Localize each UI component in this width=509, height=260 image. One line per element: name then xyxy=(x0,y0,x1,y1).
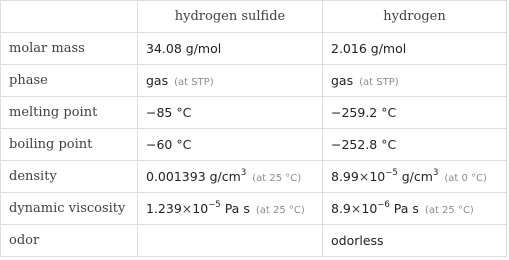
unit-exponent: 3 xyxy=(240,167,247,178)
cell-density-hydrogen xyxy=(323,161,507,193)
row-label-boiling-point: boiling point xyxy=(1,129,138,161)
condition-note: (at 0 °C) xyxy=(444,173,487,184)
cell-value: gas xyxy=(146,73,169,88)
row-label-melting-point: melting point xyxy=(1,97,138,129)
power-exponent: −5 xyxy=(208,199,221,210)
power-exponent: −5 xyxy=(385,167,398,178)
table-row xyxy=(1,161,507,193)
cell-phase-hydrogen-sulfide xyxy=(138,65,323,97)
mantissa: 8.99 xyxy=(331,169,359,184)
table-row xyxy=(1,225,507,257)
power-base: 10 xyxy=(369,169,386,184)
row-label-molar-mass: molar mass xyxy=(1,33,138,65)
times-sign: × xyxy=(181,201,193,216)
cell-phase-hydrogen xyxy=(323,65,507,97)
table-row xyxy=(1,97,507,129)
power-base: 10 xyxy=(361,201,378,216)
condition-note: (at 25 °C) xyxy=(252,173,302,184)
unit-exponent: 3 xyxy=(432,167,439,178)
mantissa: 1.239 xyxy=(146,201,182,216)
cell-viscosity-hydrogen-sulfide xyxy=(138,193,323,225)
table-row xyxy=(1,33,507,65)
cell-value: 2.016 g/mol xyxy=(323,33,507,65)
cell-value: −252.8 °C xyxy=(323,129,507,161)
row-label-phase: phase xyxy=(1,65,138,97)
row-label-odor: odor xyxy=(1,225,138,257)
unit: g/cm xyxy=(401,169,433,184)
condition-note: (at STP) xyxy=(174,77,214,88)
cell-value xyxy=(138,225,323,257)
cell-value: odorless xyxy=(323,225,507,257)
table-row xyxy=(1,129,507,161)
power-exponent: −6 xyxy=(377,199,390,210)
cell-value: −259.2 °C xyxy=(323,97,507,129)
condition-note: (at STP) xyxy=(359,77,399,88)
row-label-density: density xyxy=(1,161,138,193)
cell-value: 0.001393 g/cm xyxy=(146,169,241,184)
unit: Pa s xyxy=(393,201,419,216)
times-sign: × xyxy=(358,169,370,184)
power-base: 10 xyxy=(192,201,209,216)
condition-note: (at 25 °C) xyxy=(424,205,474,216)
row-label-dynamic-viscosity: dynamic viscosity xyxy=(1,193,138,225)
cell-viscosity-hydrogen xyxy=(323,193,507,225)
cell-value: −60 °C xyxy=(138,129,323,161)
corner-cell xyxy=(1,1,138,33)
column-header-hydrogen: hydrogen xyxy=(323,1,507,33)
times-sign: × xyxy=(350,201,362,216)
header-row xyxy=(1,1,507,33)
cell-value: 34.08 g/mol xyxy=(138,33,323,65)
column-header-hydrogen-sulfide: hydrogen sulfide xyxy=(138,1,323,33)
mantissa: 8.9 xyxy=(331,201,351,216)
condition-note: (at 25 °C) xyxy=(255,205,305,216)
cell-value: −85 °C xyxy=(138,97,323,129)
cell-value: gas xyxy=(331,73,354,88)
table-row xyxy=(1,65,507,97)
table-row xyxy=(1,193,507,225)
unit: Pa s xyxy=(224,201,250,216)
cell-density-hydrogen-sulfide xyxy=(138,161,323,193)
